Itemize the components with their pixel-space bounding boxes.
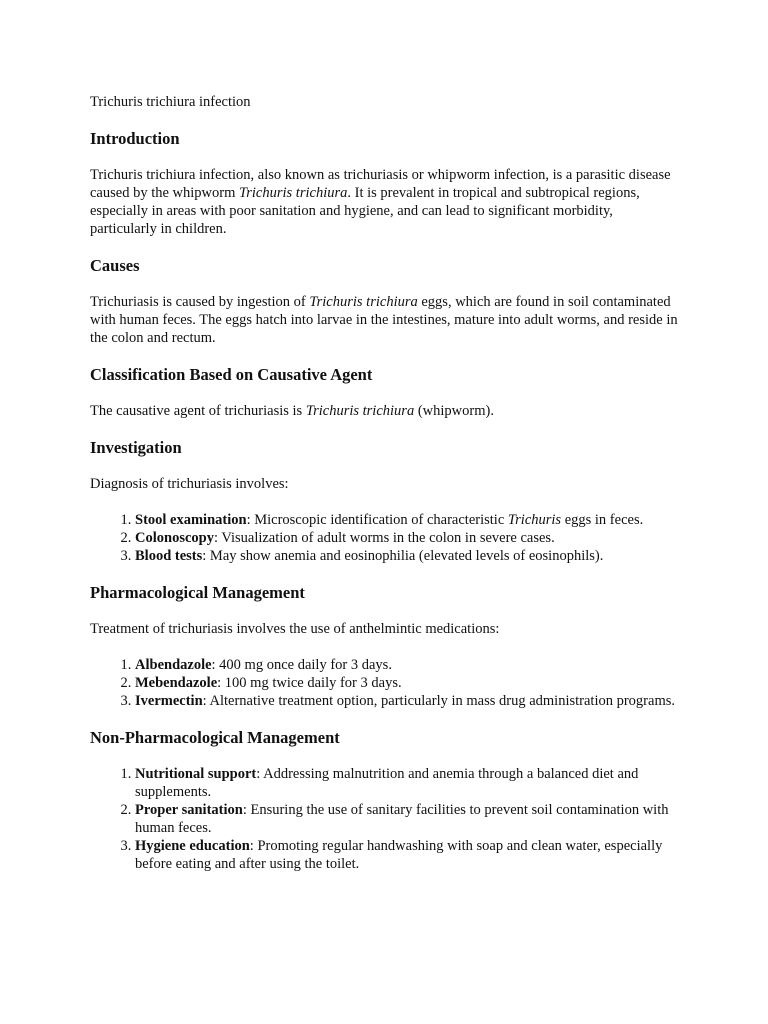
introduction-paragraph: Trichuris trichiura infection, also known as trichuriasis or whipworm infection, is a parasitic disease caused by the whipworm Trichuris trichiura. It is prevalent in tropical and subtropical regions, especially in areas with poor sanitation and hygiene, and can lead to significant morbidity, particularly in children. bbox=[90, 167, 671, 237]
introduction-heading: Introduction bbox=[90, 129, 180, 148]
pharmacological-heading: Pharmacological Management bbox=[90, 583, 305, 602]
list-item: 2. Mebendazole: 100 mg twice daily for 3 days. bbox=[135, 674, 680, 692]
list-item: 2. Colonoscopy: Visualization of adult worms in the colon in severe cases. bbox=[135, 529, 680, 547]
species-name: Trichuris trichiura bbox=[239, 185, 348, 201]
list-item: 1. Albendazole: 400 mg once daily for 3 days. bbox=[135, 656, 680, 674]
causes-heading: Causes bbox=[90, 256, 140, 275]
investigation-heading: Investigation bbox=[90, 438, 182, 457]
document-page bbox=[90, 93, 680, 891]
species-name: Trichuris trichiura bbox=[305, 403, 415, 419]
pharmacological-list bbox=[90, 656, 680, 710]
list-item: 1. Stool examination: Microscopic identification of characteristic Trichuris eggs in feces. bbox=[135, 511, 680, 529]
list-item: 3. Blood tests: May show anemia and eosinophilia (elevated levels of eosinophils). bbox=[135, 547, 680, 565]
classification-heading: Classification Based on Causative Agent bbox=[90, 365, 373, 384]
classification-paragraph: The causative agent of trichuriasis is Trichuris trichiura (whipworm). bbox=[90, 403, 494, 419]
investigation-intro: Diagnosis of trichuriasis involves: bbox=[90, 476, 289, 492]
list-item: 1. Nutritional support: Addressing malnutrition and anemia through a balanced diet and supplements. bbox=[135, 765, 680, 801]
investigation-list bbox=[90, 511, 680, 565]
list-item: 3. Hygiene education: Promoting regular handwashing with soap and clean water, especially before eating and after using the toilet. bbox=[135, 837, 680, 873]
pharmacological-intro: Treatment of trichuriasis involves the use of anthelmintic medications: bbox=[90, 621, 500, 637]
non-pharmacological-heading: Non-Pharmacological Management bbox=[90, 728, 340, 747]
document-title: Trichuris trichiura infection bbox=[90, 94, 251, 110]
species-name: Trichuris trichiura bbox=[309, 294, 418, 310]
list-item: 3. Ivermectin: Alternative treatment option, particularly in mass drug administration programs. bbox=[135, 692, 680, 710]
causes-paragraph: Trichuriasis is caused by ingestion of Trichuris trichiura eggs, which are found in soil contaminated with human feces. The eggs hatch into larvae in the intestines, mature into adult worms, and reside in the colon and rectum. bbox=[90, 294, 678, 346]
list-item: 2. Proper sanitation: Ensuring the use of sanitary facilities to prevent soil contamination with human feces. bbox=[135, 801, 680, 837]
non-pharmacological-list bbox=[90, 765, 680, 873]
